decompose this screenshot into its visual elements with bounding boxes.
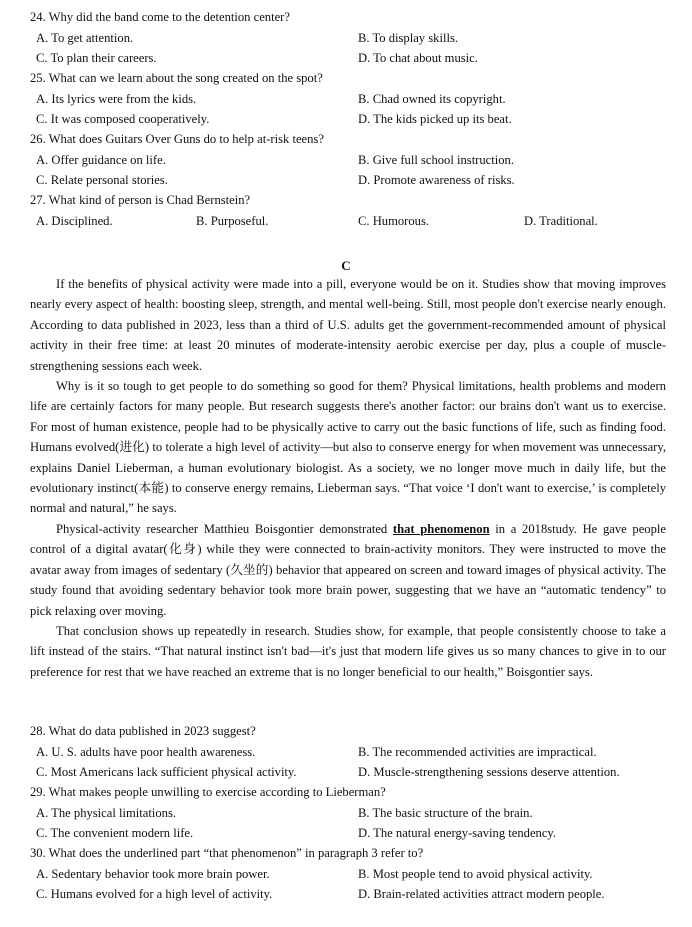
paragraph-4-text: That conclusion shows up repeatedly in research. Studies show, for example, that people consistently choose to take a lift instead of the stairs. “That natural instinct isn't bad—it's just that modern life gives us so many chances to give in to our preference for rest that we have reached an extreme that is no longer beneficial to our health,” Boisgontier says. — [30, 624, 666, 679]
question-24-option-c: C. To plan their careers. — [36, 51, 157, 65]
passage-paragraph-4 — [30, 621, 666, 682]
question-27-option-c: C. Humorous. — [358, 214, 430, 228]
question-24-option-a: A. To get attention. — [36, 31, 134, 45]
question-28-option-c: C. Most Americans lack sufficient physical activity. — [36, 765, 297, 779]
question-26-option-c: C. Relate personal stories. — [36, 173, 168, 187]
question-27-option-a: A. Disciplined. — [36, 214, 113, 228]
question-28-stem: 28. What do data published in 2023 suggest? — [30, 724, 256, 738]
question-28-option-b: B. The recommended activities are impractical. — [358, 745, 597, 759]
section-heading: C — [341, 258, 351, 273]
paragraph-2-text: Why is it so tough to get people to do something so good for them? Physical limitations, health problems and modern life are certainly factors for many people. But research suggests there's another factor: our brains don't want us to exercise. For most of human existence, people had to be physically active to carry out the basic functions of life, such as finding food. Humans evolved(进化) to tolerate a high level of activity—but also to conserve energy for when movement was unnecessary, explains Daniel Lieberman, a human evolutionary biologist. As a society, we no longer move much in daily life, but the evolutionary instinct(本能) to conserve energy remains, Lieberman says. “That voice ‘I don't want to exercise,’ is completely normal and natural,” he says. — [30, 379, 666, 516]
question-30-option-d: D. Brain-related activities attract modern people. — [358, 887, 605, 901]
question-29-stem: 29. What makes people unwilling to exercise according to Lieberman? — [30, 785, 386, 799]
paragraph-3-text-end: in a 2018study. He gave people control of a digital avatar(化身) while they were connected to brain-activity monitors. They were instructed to move the avatar away from images of sedentary (久坐的) behavior that appeared on screen and toward images of physical activity. The study found that avoiding sedentary behavior took more brain power, suggesting that we have an “automatic tendency” to pick relaxing over moving. — [30, 522, 666, 618]
question-27-option-d: D. Traditional. — [524, 214, 598, 228]
question-28-option-a: A. U. S. adults have poor health awareness. — [36, 745, 256, 759]
question-24-option-d: D. To chat about music. — [358, 51, 478, 65]
question-25-option-a: A. Its lyrics were from the kids. — [36, 92, 197, 106]
question-24-stem: 24. Why did the band come to the detention center? — [30, 10, 290, 24]
question-30-stem: 30. What does the underlined part “that phenomenon” in paragraph 3 refer to? — [30, 846, 424, 860]
question-28-option-d: D. Muscle-strengthening sessions deserve attention. — [358, 765, 620, 779]
passage-paragraph-3 — [30, 519, 666, 621]
question-24-option-b: B. To display skills. — [358, 31, 458, 45]
question-25-stem: 25. What can we learn about the song created on the spot? — [30, 71, 323, 85]
question-29-option-c: C. The convenient modern life. — [36, 826, 194, 840]
question-26-option-a: A. Offer guidance on life. — [36, 153, 166, 167]
paragraph-3-text-start: Physical-activity researcher Matthieu Boisgontier demonstrated — [56, 522, 393, 536]
question-26-option-b: B. Give full school instruction. — [358, 153, 515, 167]
question-30-option-c: C. Humans evolved for a high level of activity. — [36, 887, 273, 901]
question-25-option-b: B. Chad owned its copyright. — [358, 92, 506, 106]
question-29-option-a: A. The physical limitations. — [36, 806, 177, 820]
question-25-option-c: C. It was composed cooperatively. — [36, 112, 210, 126]
question-27-option-b: B. Purposeful. — [196, 214, 269, 228]
question-26-stem: 26. What does Guitars Over Guns do to help at-risk teens? — [30, 132, 324, 146]
question-29-option-d: D. The natural energy-saving tendency. — [358, 826, 557, 840]
question-30-option-a: A. Sedentary behavior took more brain power. — [36, 867, 270, 881]
question-25-option-d: D. The kids picked up its beat. — [358, 112, 512, 126]
paragraph-1-text: If the benefits of physical activity were made into a pill, everyone would be on it. Studies show that moving improves nearly every aspect of health: boosting sleep, strength, and mental well-being. Still, most people don't exercise nearly enough. According to data published in 2023, less than a third of U.S. adults get the government-recommended amount of physical activity in their free time: at least 20 minutes of moderate-intensity aerobic exercise per day, plus a couple of muscle-strengthening sessions each week. — [30, 277, 666, 373]
underlined-phrase: that phenomenon — [392, 522, 490, 536]
question-29-option-b: B. The basic structure of the brain. — [358, 806, 533, 820]
passage-paragraph-2 — [30, 376, 666, 519]
question-27-stem: 27. What kind of person is Chad Bernstein? — [30, 193, 251, 207]
question-26-option-d: D. Promote awareness of risks. — [358, 173, 515, 187]
passage-paragraph-1 — [30, 274, 666, 376]
question-30-option-b: B. Most people tend to avoid physical activity. — [358, 867, 593, 881]
